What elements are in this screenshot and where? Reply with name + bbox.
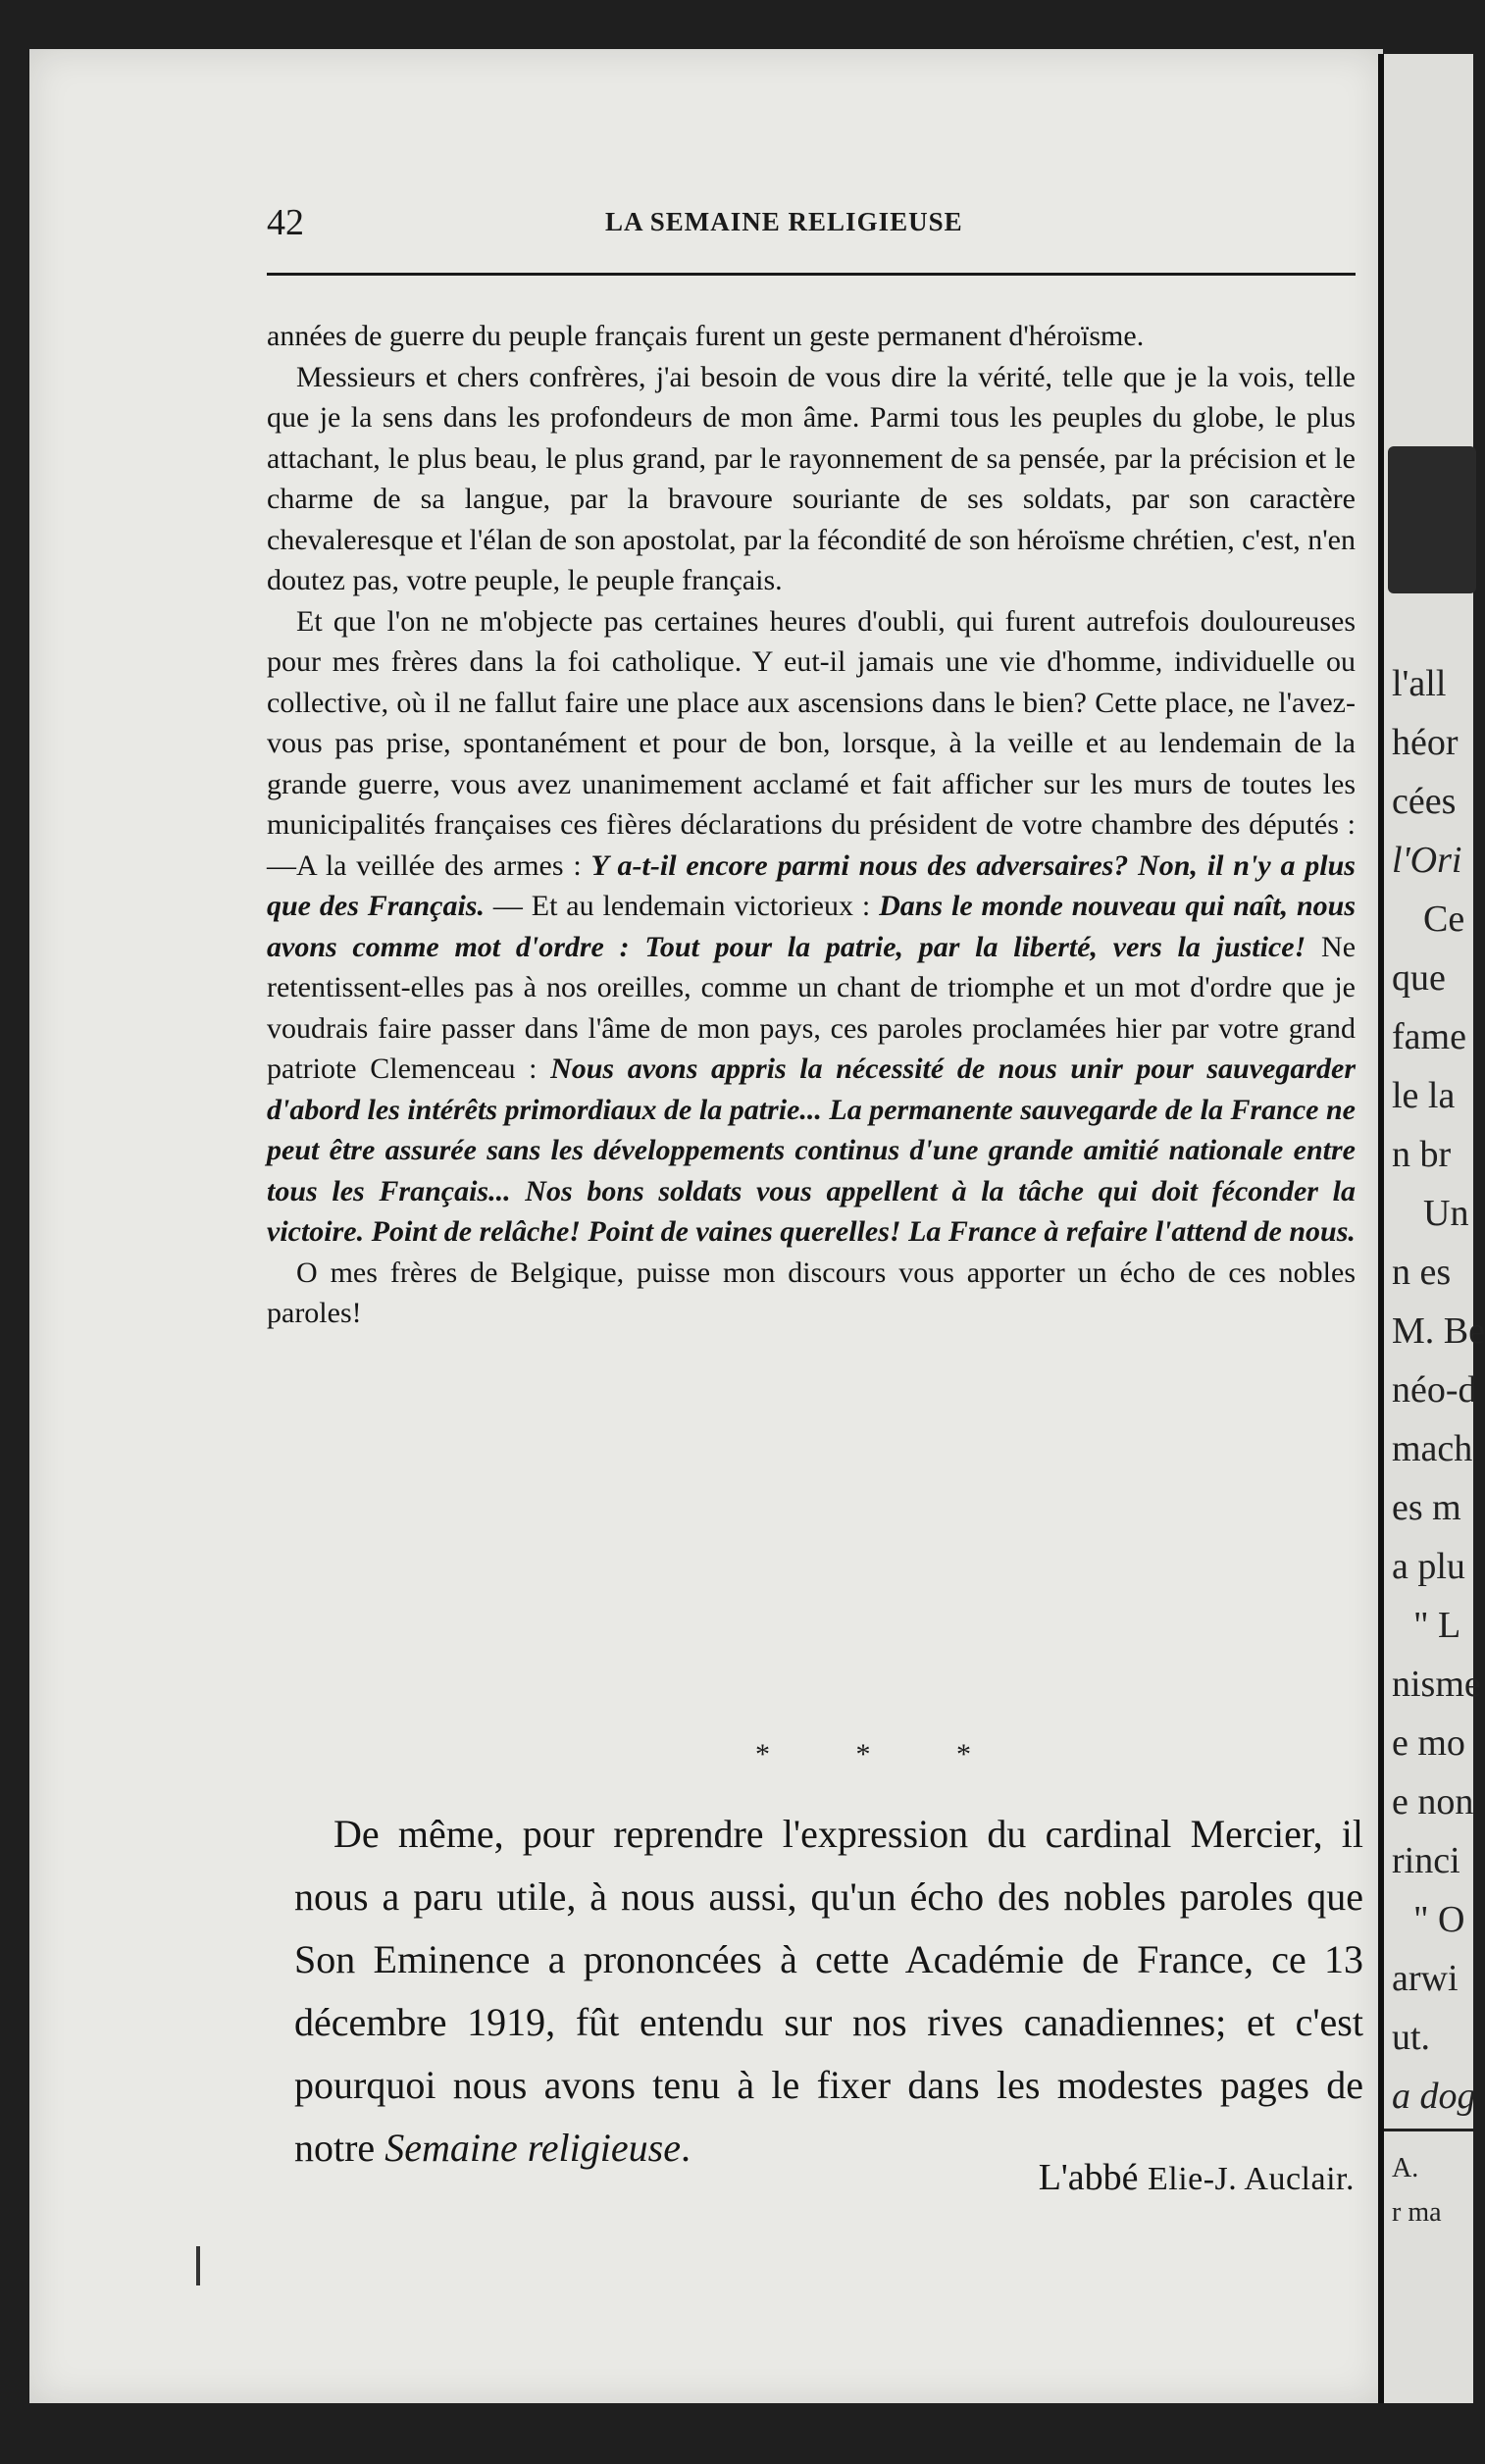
fragment: r ma: [1392, 2197, 1442, 2228]
fragment: cées: [1392, 781, 1457, 822]
article-body: [267, 316, 1356, 1334]
paragraph: [294, 1803, 1363, 2180]
fragment: néo-d: [1392, 1369, 1477, 1411]
drop-cap-ornament: [1388, 446, 1476, 593]
signature: [1039, 2156, 1355, 2199]
fragment: A.: [1392, 2153, 1419, 2183]
quotation: Nous avons appris la nécessité de nous unir pour sauvegarder d'abord les intérêts primordiaux de la patrie... La permanente sauvegarde de la France ne peut être assurée sans les développements continus d'une grande amitié nationale entre tous les Français... Nos bons soldats vous appellent à la tâche qui doit féconder la victoire. Point de relâche! Point de vaines querelles! La France à refaire l'attend de nous.: [267, 1052, 1357, 1248]
fragment: le la: [1392, 1075, 1456, 1116]
fragment: a dog: [1392, 2076, 1476, 2117]
fragment: fame: [1392, 1016, 1466, 1057]
text-run: Et que l'on ne m'objecte pas certaines heures d'oubli, qui furent autrefois douloureuses pour mes frères dans la foi catholique. Y eut-il jamais une vie d'homme, individuelle ou collective, où il ne fallut faire une place aux ascensions dans le bien? Cette place, ne l'avez-vous pas prise, spontanément et pour de bon, lorsque, à la veille et au lendemain de la grande guerre, vous avez unanimement acclamé et fait afficher sur les murs de toutes les municipalités françaises ces fières déclarations du président de votre chambre des députés :—A la veillée des armes :: [267, 604, 1356, 882]
fragment: ut.: [1392, 2017, 1431, 2058]
fragment: Ce: [1423, 898, 1465, 940]
fragment: mach: [1392, 1428, 1473, 1469]
fragment: e non: [1392, 1781, 1474, 1822]
text-run: Ne retentissent-elles pas à nos oreilles, comme un chant de triomphe et un mot d'ordre que je voudrais faire passer dans l'âme de mon pays, ces paroles proclamées hier par votre grand patriote Clemenceau :: [267, 930, 1357, 1085]
running-head: [267, 201, 1356, 250]
fragment: l'all: [1392, 663, 1447, 704]
fragment: que: [1392, 957, 1446, 999]
fragment: rinci: [1392, 1840, 1460, 1881]
fragment: a plu: [1392, 1546, 1465, 1587]
paragraph: années de guerre du peuple français furent un geste permanent d'héroïsme.: [267, 320, 1145, 352]
margin-mark: [196, 2246, 200, 2285]
page-number: 42: [267, 202, 304, 243]
fragment: " O: [1413, 1899, 1465, 1940]
text-run: — Et au lendemain victorieux :: [492, 890, 871, 922]
fragment: " L: [1413, 1605, 1461, 1646]
fragment: n es: [1392, 1252, 1452, 1293]
fragment: M. Be: [1392, 1310, 1485, 1352]
quotation: Y a-t-il encore parmi nous des adversaires? Non, il n'y a plus que des Français.: [267, 848, 1356, 922]
journal-title: LA SEMAINE RELIGIEUSE: [605, 207, 963, 236]
footnote-rule: [1384, 2129, 1473, 2131]
fragment: Un: [1423, 1193, 1469, 1234]
text-run: .: [680, 2126, 691, 2170]
fragment: arwi: [1392, 1958, 1459, 1999]
fragment: héor: [1392, 722, 1459, 763]
text-run: De même, pour reprendre l'expression du cardinal Mercier, il nous a paru utile, à nous aussi, qu'un écho des nobles paroles que Son Eminence a prononcées à cette Académie de France, ce 13 décembre 1919, fût entendu sur nos rives canadiennes; et c'est pourquoi nous avons tenu à le fixer dans les modestes pages de notre: [294, 1812, 1363, 2170]
fragment: nisme: [1392, 1664, 1481, 1705]
closing-note: [294, 1803, 1363, 2180]
section-separator: * * *: [755, 1738, 1010, 1771]
paragraph: O mes frères de Belgique, puisse mon discours vous apporter un écho de ces nobles paroles!: [267, 1256, 1356, 1329]
paragraph: [267, 601, 1356, 1253]
paragraph: Messieurs et chers confrères, j'ai besoin de vous dire la vérité, telle que je la vois, telle que je la sens dans les profondeurs de mon âme. Parmi tous les peuples du globe, le plus attachant, le plus beau, le plus grand, par le rayonnement de sa pensée, par la précision et le charme de sa langue, par la bravoure souriante de ses soldats, par son caractère chevaleresque et l'élan de son apostolat, par la fécondité de son héroïsme chrétien, c'est, n'en doutez pas, votre peuple, le peuple français.: [267, 360, 1356, 596]
adjacent-page-edge: [1378, 54, 1485, 2403]
fragment: es m: [1392, 1487, 1461, 1528]
publication-title: Semaine religieuse: [384, 2126, 681, 2170]
signature-name: Elie-J. Auclair.: [1147, 2161, 1355, 2197]
fragment: e mo: [1392, 1722, 1465, 1764]
quotation: Dans le monde nouveau qui naît, nous avons comme mot d'ordre : Tout pour la patrie, par la liberté, vers la justice!: [267, 890, 1357, 963]
signature-prefix: L'abbé: [1038, 2157, 1139, 2198]
header-rule: [267, 273, 1356, 276]
fragment: l'Ori: [1392, 840, 1462, 881]
fragment: n br: [1392, 1134, 1452, 1175]
